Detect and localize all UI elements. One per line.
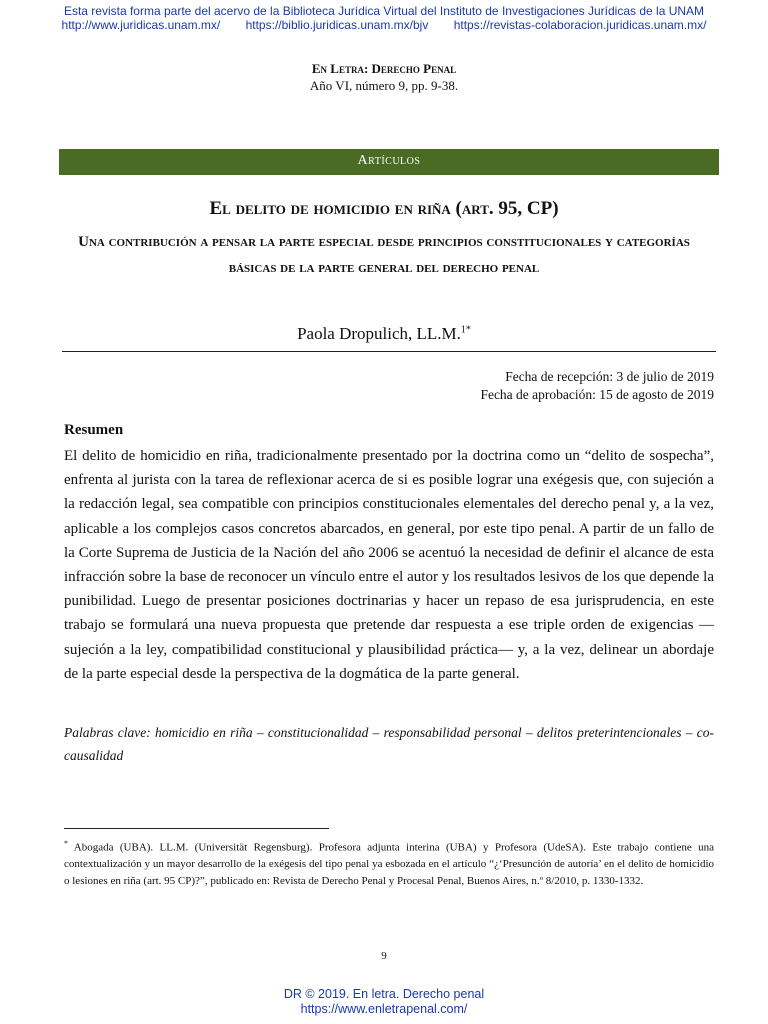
- journal-website-link[interactable]: https://www.enletrapenal.com/: [300, 1002, 468, 1016]
- journal-issue: Año VI, número 9, pp. 9-38.: [309, 78, 459, 93]
- author-name: Paola Dropulich, LL.M.: [297, 324, 461, 343]
- keywords: Palabras clave: homicidio en riña – constitucionalidad – responsabilidad personal – delitos preterintencionales – co-causalidad: [64, 725, 714, 763]
- link-biblio-bjv[interactable]: https://biblio.juridicas.unam.mx/bjv: [245, 18, 429, 32]
- author-footnote-mark[interactable]: 1*: [460, 324, 471, 336]
- section-bar: Artículos: [59, 149, 719, 175]
- article-subtitle: Una contribución a pensar la parte especial desde principios constitucionales y categorías básicas de la parte general del derecho penal: [78, 234, 690, 276]
- footnote-text: Abogada (UBA). LL.M. (Universität Regensburg). Profesora adjunta interina (UBA) y Profesora (UdeSA). Este trabajo contiene una contextualización y un mayor desarrollo de la exégesis del tipo penal ya esbozada en el artículo “¿‘Presunción de autoría’ en el delito de homicidio o lesiones en riña (art. 95 CP)?”, publicado en: Revista de Derecho Penal y Procesal Penal, Buenos Aires, n.º 8/2010, p. 1330-1332.: [64, 841, 714, 887]
- page-number: 9: [381, 950, 387, 962]
- journal-header: [0, 60, 768, 94]
- submission-dates: [480, 368, 714, 404]
- approved-date: Fecha de aprobación: 15 de agosto de 2019: [480, 387, 714, 402]
- article-title: El delito de homicidio en riña (art. 95, CP): [209, 198, 559, 219]
- repository-notice: Esta revista forma parte del acervo de la Biblioteca Jurídica Virtual del Instituto de Investigaciones Jurídicas de la UNAM: [63, 4, 705, 18]
- footnote: [64, 836, 714, 889]
- copyright-notice: DR © 2019. En letra. Derecho penal: [283, 987, 485, 1001]
- repository-banner: [0, 4, 768, 32]
- footnote-divider: [64, 828, 329, 829]
- abstract-heading: Resumen: [64, 422, 124, 438]
- author-divider: [62, 351, 716, 352]
- link-juridicas[interactable]: http://www.juridicas.unam.mx/: [61, 18, 221, 32]
- copyright-banner: [0, 987, 768, 1017]
- journal-name: En Letra: Derecho Penal: [311, 61, 457, 76]
- abstract-text: El delito de homicidio en riña, tradicionalmente presentado por la doctrina como un “delito de sospecha”, enfrenta al jurista con la tarea de reflexionar acerca de si es posible lograr una exégesis que, con sujeción a la redacción legal, sea compatible con principios constitucionales elementales del derecho penal y, a la vez, aplicable a los complejos casos concretos abarcados, en general, por este tipo penal. A partir de un fallo de la Corte Suprema de Justicia de la Nación del año 2006 se acentuó la necesidad de definir el alcance de esta infracción sobre la base de reconocer un vínculo entre el autor y los resultados lesivos de los que depende la punibilidad. Luego de presentar posiciones doctrinarias y hacer un repaso de esa jurisprudencia, en este trabajo se formulará una nueva propuesta que pretende dar respuesta a ese triple orden de exigencias —sujeción a la ley, compatibilidad constitucional y plausibilidad práctica— y, a la vez, delinear un abordaje de la parte especial desde la perspectiva de la dogmática de la parte general.: [64, 448, 714, 682]
- footnote-mark: *: [64, 839, 68, 848]
- repository-links: [0, 18, 768, 32]
- link-revistas-colaboracion[interactable]: https://revistas-colaboracion.juridicas.unam.mx/: [453, 18, 707, 32]
- received-date: Fecha de recepción: 3 de julio de 2019: [505, 369, 714, 384]
- author-line: [0, 324, 768, 344]
